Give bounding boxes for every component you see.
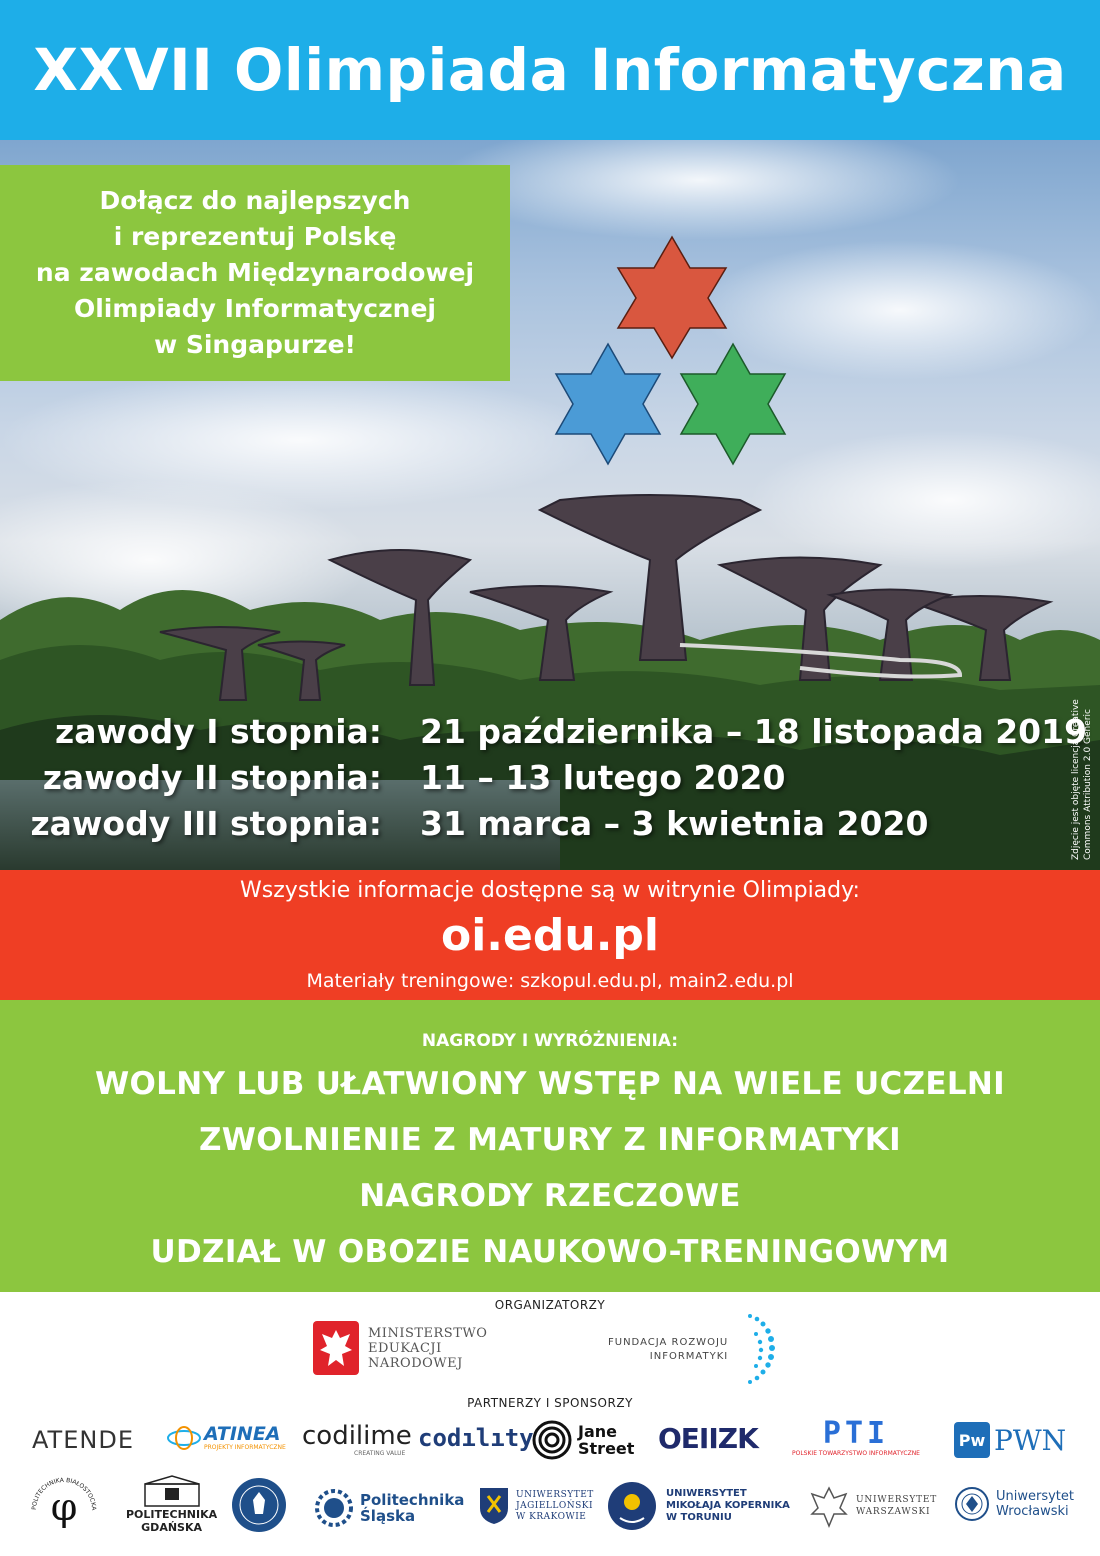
codilime-text: codilime: [302, 1421, 412, 1451]
atinea-text: ATINEA: [204, 1423, 281, 1445]
men-text: EDUKACJI: [368, 1340, 442, 1356]
jane-street-text: Jane: [578, 1422, 617, 1441]
prize-item: WOLNY LUB UŁATWIONY WSTĘP NA WIELE UCZELNI: [95, 1066, 1005, 1102]
pb-ring-text: POLITECHNIKA BIAŁOSTOCKA: [30, 1476, 98, 1511]
schedule-label: zawody I stopnia:: [54, 712, 382, 751]
pwn-text: PWN: [994, 1423, 1067, 1457]
schedule-label: zawody II stopnia:: [42, 758, 382, 797]
frsi-text: FUNDACJA ROZWOJU: [608, 1337, 729, 1348]
jane-street-text: Street: [578, 1439, 635, 1458]
invite-line-5: w Singapurze!: [154, 330, 356, 359]
schedule-label: zawody III stopnia:: [30, 804, 382, 843]
invite-box: [0, 165, 510, 381]
men-text: NARODOWEJ: [368, 1355, 463, 1371]
invite-line-1: Dołącz do najlepszych: [99, 186, 411, 215]
atinea-orbit-icon: [166, 1425, 202, 1451]
ps-text: Śląska: [360, 1507, 416, 1525]
photo-credit-line: Zdjęcie jest objęte licencją Creative: [1071, 699, 1081, 860]
ps-text: Politechnika: [360, 1491, 465, 1509]
uw-eagle-icon: [808, 1484, 850, 1528]
codilime-logo: [302, 1422, 412, 1457]
men-logo: [312, 1320, 487, 1376]
men-text: MINISTERSTWO: [368, 1325, 488, 1341]
uj-text: UNIWERSYTET: [516, 1489, 594, 1500]
pg-text: POLITECHNIKA: [126, 1508, 218, 1521]
photo-credit: [1070, 700, 1094, 860]
schedule-row-stage-1: [0, 712, 1100, 760]
codility-logo: [418, 1424, 534, 1452]
schedule-dates: 11 – 13 lutego 2020: [420, 758, 786, 797]
ps-gear-icon: [314, 1488, 354, 1528]
uw-text: WARSZAWSKI: [856, 1507, 931, 1517]
photo-credit-line: Commons Attribution 2.0 Generic: [1083, 709, 1093, 860]
oeiizk-text: OEIIZK: [658, 1422, 758, 1455]
page-title: XXVII Olimpiada Informatyczna: [33, 36, 1067, 104]
frsi-text: INFORMATYKI: [649, 1351, 729, 1362]
uj-shield-icon: [478, 1486, 510, 1526]
pg-text: GDAŃSKA: [141, 1521, 202, 1534]
svg-text:φ: φ: [50, 1485, 78, 1529]
uwr-text: Wrocławski: [996, 1504, 1069, 1519]
prize-item: NAGRODY RZECZOWE: [359, 1178, 741, 1214]
pb-phi-icon: [28, 1474, 100, 1546]
organizers-title: ORGANIZATORZY: [494, 1298, 606, 1312]
schedule-row-stage-2: [0, 758, 1100, 806]
polish-eagle-icon: [312, 1320, 360, 1376]
atinea-logo: [166, 1424, 286, 1451]
jane-street-rings-icon: [532, 1420, 572, 1460]
atende-text: ATENDE: [32, 1426, 134, 1454]
umk-text: W TORUNIU: [666, 1512, 732, 1523]
uj-text: W KRAKOWIE: [516, 1511, 587, 1522]
info-text: Wszystkie informacje dostępne są w witrynie Olimpiady:: [240, 878, 860, 903]
uj-text: JAGIELLOŃSKI: [516, 1500, 594, 1511]
lodz-university-logo: [230, 1476, 288, 1534]
schedule-dates: 31 marca – 3 kwietnia 2020: [420, 804, 929, 843]
umk-logo: [606, 1480, 790, 1532]
jane-street-logo: [532, 1420, 634, 1460]
header-bar: [0, 0, 1100, 140]
politechnika-bialostocka-logo: [28, 1474, 100, 1546]
atinea-subtext: PROJEKTY INFORMATYCZNE: [204, 1444, 286, 1451]
invite-line-4: Olimpiady Informatycznej: [73, 294, 436, 323]
prize-item: UDZIAŁ W OBOZIE NAUKOWO-TRENINGOWYM: [150, 1234, 950, 1270]
codilime-subtext: CREATING VALUE: [354, 1450, 406, 1457]
pwn-mark-icon: Pw: [954, 1422, 990, 1458]
pti-text: PTI: [822, 1416, 890, 1451]
umk-text: MIKOŁAJA KOPERNIKA: [666, 1500, 790, 1511]
training-materials-text: Materiały treningowe: szkopul.edu.pl, main2.edu.pl: [306, 970, 794, 992]
politechnika-gdanska-logo: [126, 1474, 217, 1534]
website-link[interactable]: oi.edu.pl: [441, 910, 659, 961]
prizes-title: NAGRODY I WYRÓŻNIENIA:: [421, 1031, 679, 1051]
uwr-seal-icon: [954, 1486, 990, 1522]
info-band: [0, 870, 1100, 1000]
pwn-logo: [954, 1422, 1066, 1458]
frsi-logo: [608, 1310, 780, 1390]
atende-logo: [32, 1426, 134, 1454]
umk-text: UNIWERSYTET: [666, 1488, 747, 1499]
umk-sun-icon: [606, 1480, 658, 1532]
schedule-dates: 21 października – 18 listopada 2019: [420, 712, 1088, 751]
uj-logo: [478, 1486, 594, 1526]
prize-item: ZWOLNIENIE Z MATURY Z INFORMATYKI: [199, 1122, 901, 1158]
lodz-seal-icon: [230, 1476, 288, 1534]
invite-line-3: na zawodach Międzynarodowej: [35, 258, 475, 287]
uw-logo: [808, 1484, 937, 1528]
pti-subtext: POLSKIE TOWARZYSTWO INFORMATYCZNE: [792, 1450, 920, 1457]
oeiizk-logo: [658, 1422, 758, 1455]
schedule-row-stage-3: [0, 804, 1100, 852]
invite-line-2: i reprezentuj Polskę: [113, 222, 397, 251]
frsi-dots-icon: [730, 1310, 780, 1390]
pg-building-icon: [137, 1474, 207, 1508]
uwr-logo: [954, 1486, 1074, 1522]
politechnika-slaska-logo: [314, 1488, 464, 1528]
uwr-text: Uniwersytet: [996, 1489, 1074, 1504]
uw-text: UNIWERSYTET: [856, 1495, 938, 1505]
partners-title: PARTNERZY I SPONSORZY: [467, 1396, 633, 1410]
prizes-band: [0, 1000, 1100, 1292]
pti-logo: [792, 1418, 920, 1457]
codility-text: codılıty: [418, 1424, 534, 1452]
footer-sponsors: [0, 1292, 1100, 1556]
